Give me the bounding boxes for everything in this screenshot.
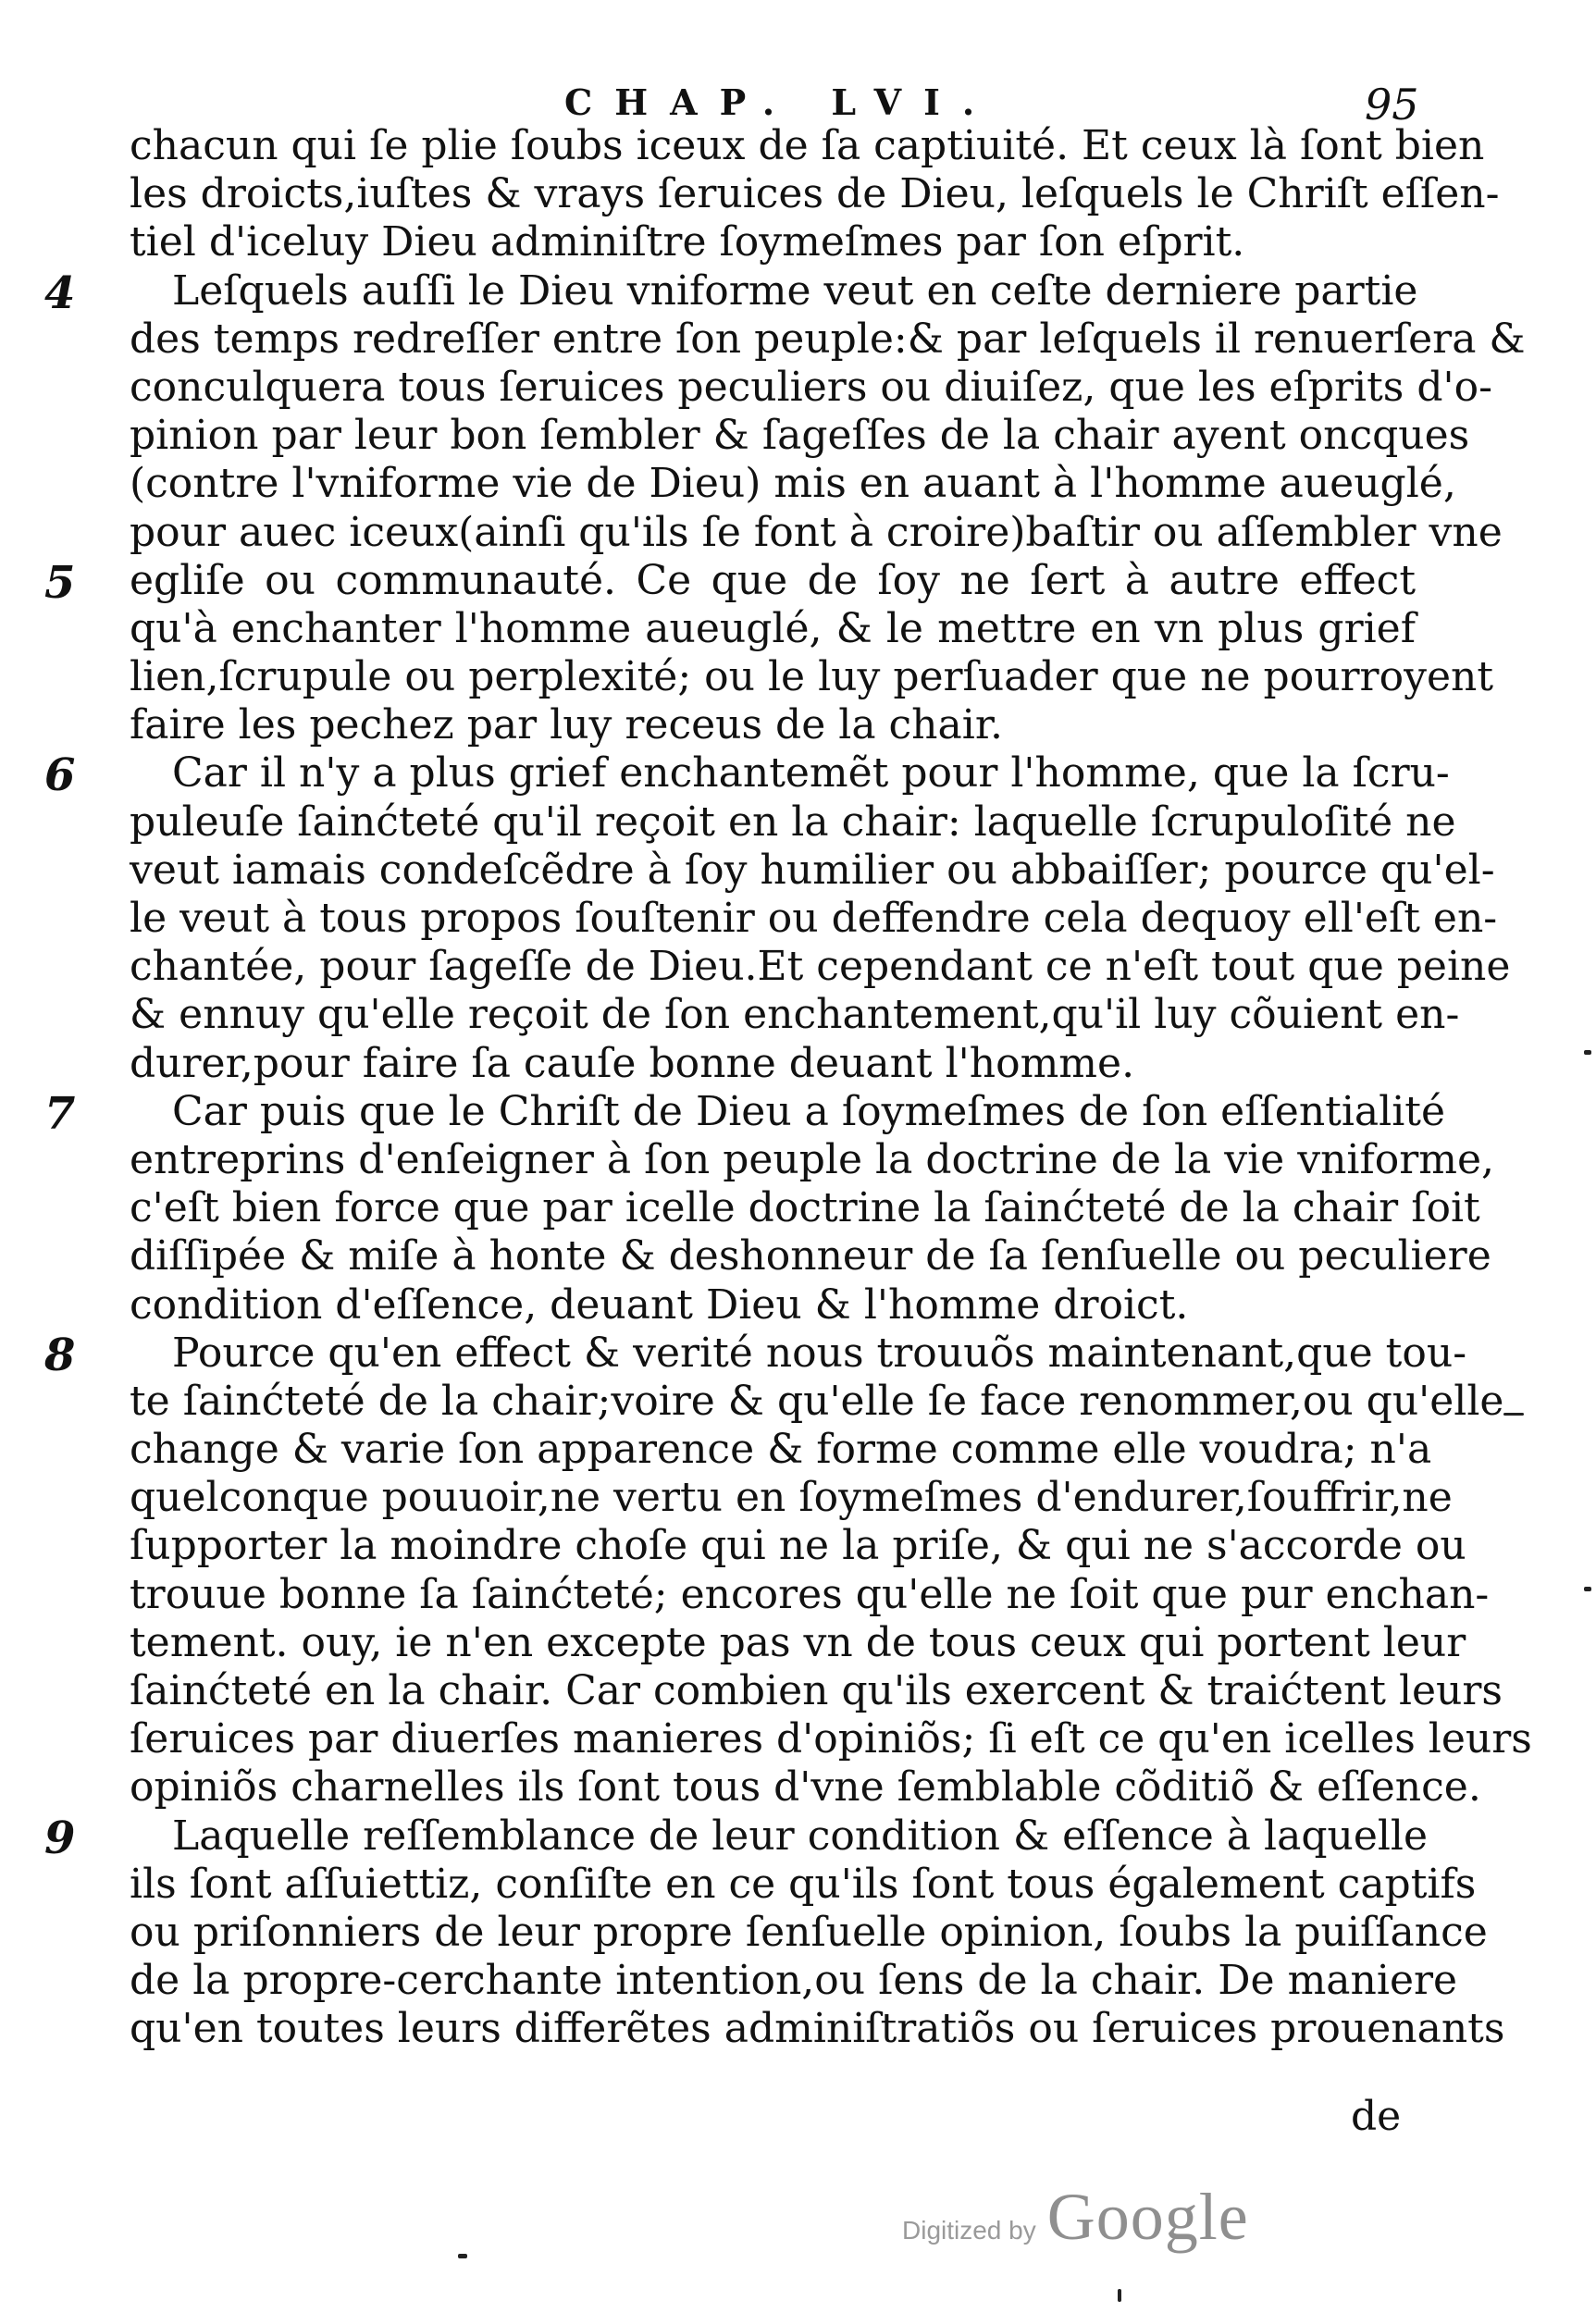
ink-speck <box>1584 1587 1591 1591</box>
line-text: de la propre-cerchante intention,ou ſens de la chair. De maniere <box>130 1957 1458 2005</box>
text-line <box>130 1184 1480 1232</box>
text-line <box>130 1957 1458 2005</box>
verse-number: 5 <box>44 556 76 609</box>
ink-speck <box>1584 1050 1591 1055</box>
line-text: ſeruices par diuerſes manieres d'opiniõs; ſi eſt ce qu'en icelles leurs <box>130 1715 1532 1763</box>
line-text: conculquera tous ſeruices peculiers ou diuiſez, que les eſprits d'o- <box>130 363 1492 411</box>
text-line <box>44 556 1416 609</box>
line-text: diſſipée & miſe à honte & deshonneur de ſa ſenſuelle ou peculiere <box>130 1232 1491 1280</box>
line-text: lien,ſcrupule ou perplexité; ou le luy perſuader que ne pourroyent <box>130 653 1493 701</box>
line-text: trouue bonne ſa ſainćteté; encores qu'elle ne ſoit que pur enchan- <box>130 1570 1490 1618</box>
line-text: & ennuy qu'elle reçoit de ſon enchantement,qu'il luy cõuient en- <box>130 991 1460 1039</box>
line-text: veut iamais condeſcẽdre à ſoy humilier ou abbaiſſer; pource qu'el- <box>130 846 1495 894</box>
text-line <box>44 749 1450 802</box>
text-line <box>130 798 1456 847</box>
text-line <box>130 1570 1490 1619</box>
line-text: chacun qui ſe plie ſoubs iceux de ſa captiuité. Et ceux là ſont bien <box>130 122 1485 169</box>
line-text: quelconque pouuoir,ne vertu en ſoymeſmes d'endurer,ſouffrir,ne <box>130 1474 1453 1522</box>
line-text: condition d'eſſence, deuant Dieu & l'homme droict. <box>130 1280 1189 1329</box>
text-line <box>130 991 1460 1039</box>
text-line <box>130 170 1500 218</box>
text-line <box>130 1763 1481 1812</box>
text-line <box>130 363 1492 412</box>
text-line <box>130 2005 1505 2053</box>
line-text: change & varie ſon apparence & forme comme elle voudra; n'a <box>130 1426 1432 1474</box>
text-line <box>130 1232 1491 1280</box>
text-line <box>130 1135 1495 1184</box>
verse-number: 9 <box>44 1812 76 1864</box>
text-line <box>130 1040 1416 1088</box>
line-text: te ſainćteté de la chair;voire & qu'elle ſe face renommer,ou qu'elle <box>130 1377 1504 1425</box>
line-text: durer,pour faire ſa cauſe bonne deuant l'homme. <box>130 1039 1135 1087</box>
text-line <box>130 122 1485 170</box>
line-text: Car puis que le Chriſt de Dieu a ſoymeſmes de ſon eſſentialité <box>172 1087 1446 1135</box>
ink-speck <box>458 2254 467 2258</box>
text-line <box>130 460 1456 508</box>
text-line <box>130 508 1503 557</box>
text-line <box>130 653 1493 701</box>
line-text: tiel d'iceluy Dieu adminiſtre ſoymeſmes par ſon eſprit. <box>130 218 1245 266</box>
text-line <box>130 895 1498 943</box>
line-text: Car il n'y a plus grief enchantemẽt pour l'homme, que la ſcru- <box>172 749 1450 798</box>
text-line <box>130 1715 1532 1763</box>
line-text: pour auec iceux(ainſi qu'ils ſe font à croire)baſtir ou aſſembler vne <box>130 508 1503 556</box>
line-text: Laquelle reſſemblance de leur condition & eſſence à laquelle <box>172 1812 1429 1860</box>
line-text: Leſquels auſſi le Dieu vniforme veut en ceſte derniere partie <box>172 266 1418 315</box>
verse-number: 6 <box>44 749 76 802</box>
line-text: ſainćteté en la chair. Car combien qu'ils exercent & traićtent leurs <box>130 1667 1503 1714</box>
line-text: opiniõs charnelles ils ſont tous d'vne ſemblable cõditiõ & eſſence. <box>130 1763 1481 1812</box>
line-text: des temps redreſſer entre ſon peuple:& par leſquels il renuerſera & <box>130 315 1526 363</box>
text-line <box>44 1812 1429 1864</box>
text-line <box>130 412 1470 460</box>
text-line <box>130 1426 1432 1474</box>
body-text <box>44 122 1532 2054</box>
digitized-watermark <box>902 2179 1249 2256</box>
text-line <box>130 846 1495 895</box>
text-line <box>130 1474 1453 1522</box>
watermark-prefix: Digitized by <box>902 2216 1036 2245</box>
text-line <box>44 266 1418 319</box>
text-line <box>130 943 1511 991</box>
text-line <box>130 701 1416 749</box>
verse-number: 8 <box>44 1329 76 1381</box>
text-line <box>130 1522 1466 1570</box>
ink-speck <box>1503 1413 1524 1416</box>
text-line <box>130 1860 1477 1909</box>
line-text: puleuſe ſainćteté qu'il reçoit en la chair: laquelle ſcrupuloſité ne <box>130 798 1456 846</box>
line-text: le veut à tous propos ſouſtenir ou deffendre cela dequoy ell'eſt en- <box>130 895 1498 942</box>
catchword: de <box>1351 2093 1402 2140</box>
line-text: egliſe ou communauté. Ce que de ſoy ne ſert à autre effect <box>130 556 1416 604</box>
verse-number: 7 <box>44 1087 76 1140</box>
google-logo: Google <box>1046 2180 1249 2254</box>
text-line <box>44 1329 1467 1381</box>
text-line <box>130 1908 1488 1957</box>
line-text: les droicts,iuſtes & vrays ſeruices de Dieu, leſquels le Chriſt eſſen- <box>130 170 1500 218</box>
text-line <box>130 315 1526 364</box>
text-line <box>44 1087 1446 1140</box>
text-line <box>130 1618 1466 1667</box>
line-text: ils ſont aſſuiettiz, conſiſte en ce qu'ils ſont tous également captifs <box>130 1860 1477 1908</box>
line-text: tement. ouy, ie n'en excepte pas vn de tous ceux qui portent leur <box>130 1618 1466 1666</box>
text-line <box>130 1667 1503 1715</box>
verse-number: 4 <box>44 266 76 319</box>
ink-speck <box>1118 2289 1121 2302</box>
line-text: pinion par leur bon ſembler & ſageſſes de la chair ayent oncques <box>130 412 1470 460</box>
line-text: qu'en toutes leurs differẽtes adminiſtratiõs ou ſeruices prouenants <box>130 2005 1505 2053</box>
text-line <box>130 218 1416 266</box>
line-text: ſupporter la moindre choſe qui ne la priſe, & qui ne s'accorde ou <box>130 1522 1466 1570</box>
line-text: ou priſonniers de leur propre ſenſuelle opinion, ſoubs la puiſſance <box>130 1908 1488 1956</box>
page-number: 95 <box>1365 80 1419 130</box>
line-text: faire les pechez par luy receus de la chair. <box>130 701 1004 749</box>
line-text: entreprins d'enſeigner à ſon peuple la doctrine de la vie vniforme, <box>130 1135 1495 1183</box>
line-text: (contre l'vniforme vie de Dieu) mis en auant à l'homme aueuglé, <box>130 460 1456 508</box>
text-line <box>130 1377 1504 1426</box>
text-line <box>130 605 1416 653</box>
line-text: c'eſt bien force que par icelle doctrine la ſainćteté de la chair ſoit <box>130 1184 1480 1232</box>
line-text: Pource qu'en effect & verité nous trouuõs maintenant,que tou- <box>172 1329 1467 1377</box>
running-head: CHAP. LVI. <box>564 81 997 123</box>
line-text: chantée, pour ſageſſe de Dieu.Et cependant ce n'eſt tout que peine <box>130 943 1511 991</box>
line-text: qu'à enchanter l'homme aueuglé, & le mettre en vn plus grief <box>130 604 1416 652</box>
text-line <box>130 1281 1416 1330</box>
